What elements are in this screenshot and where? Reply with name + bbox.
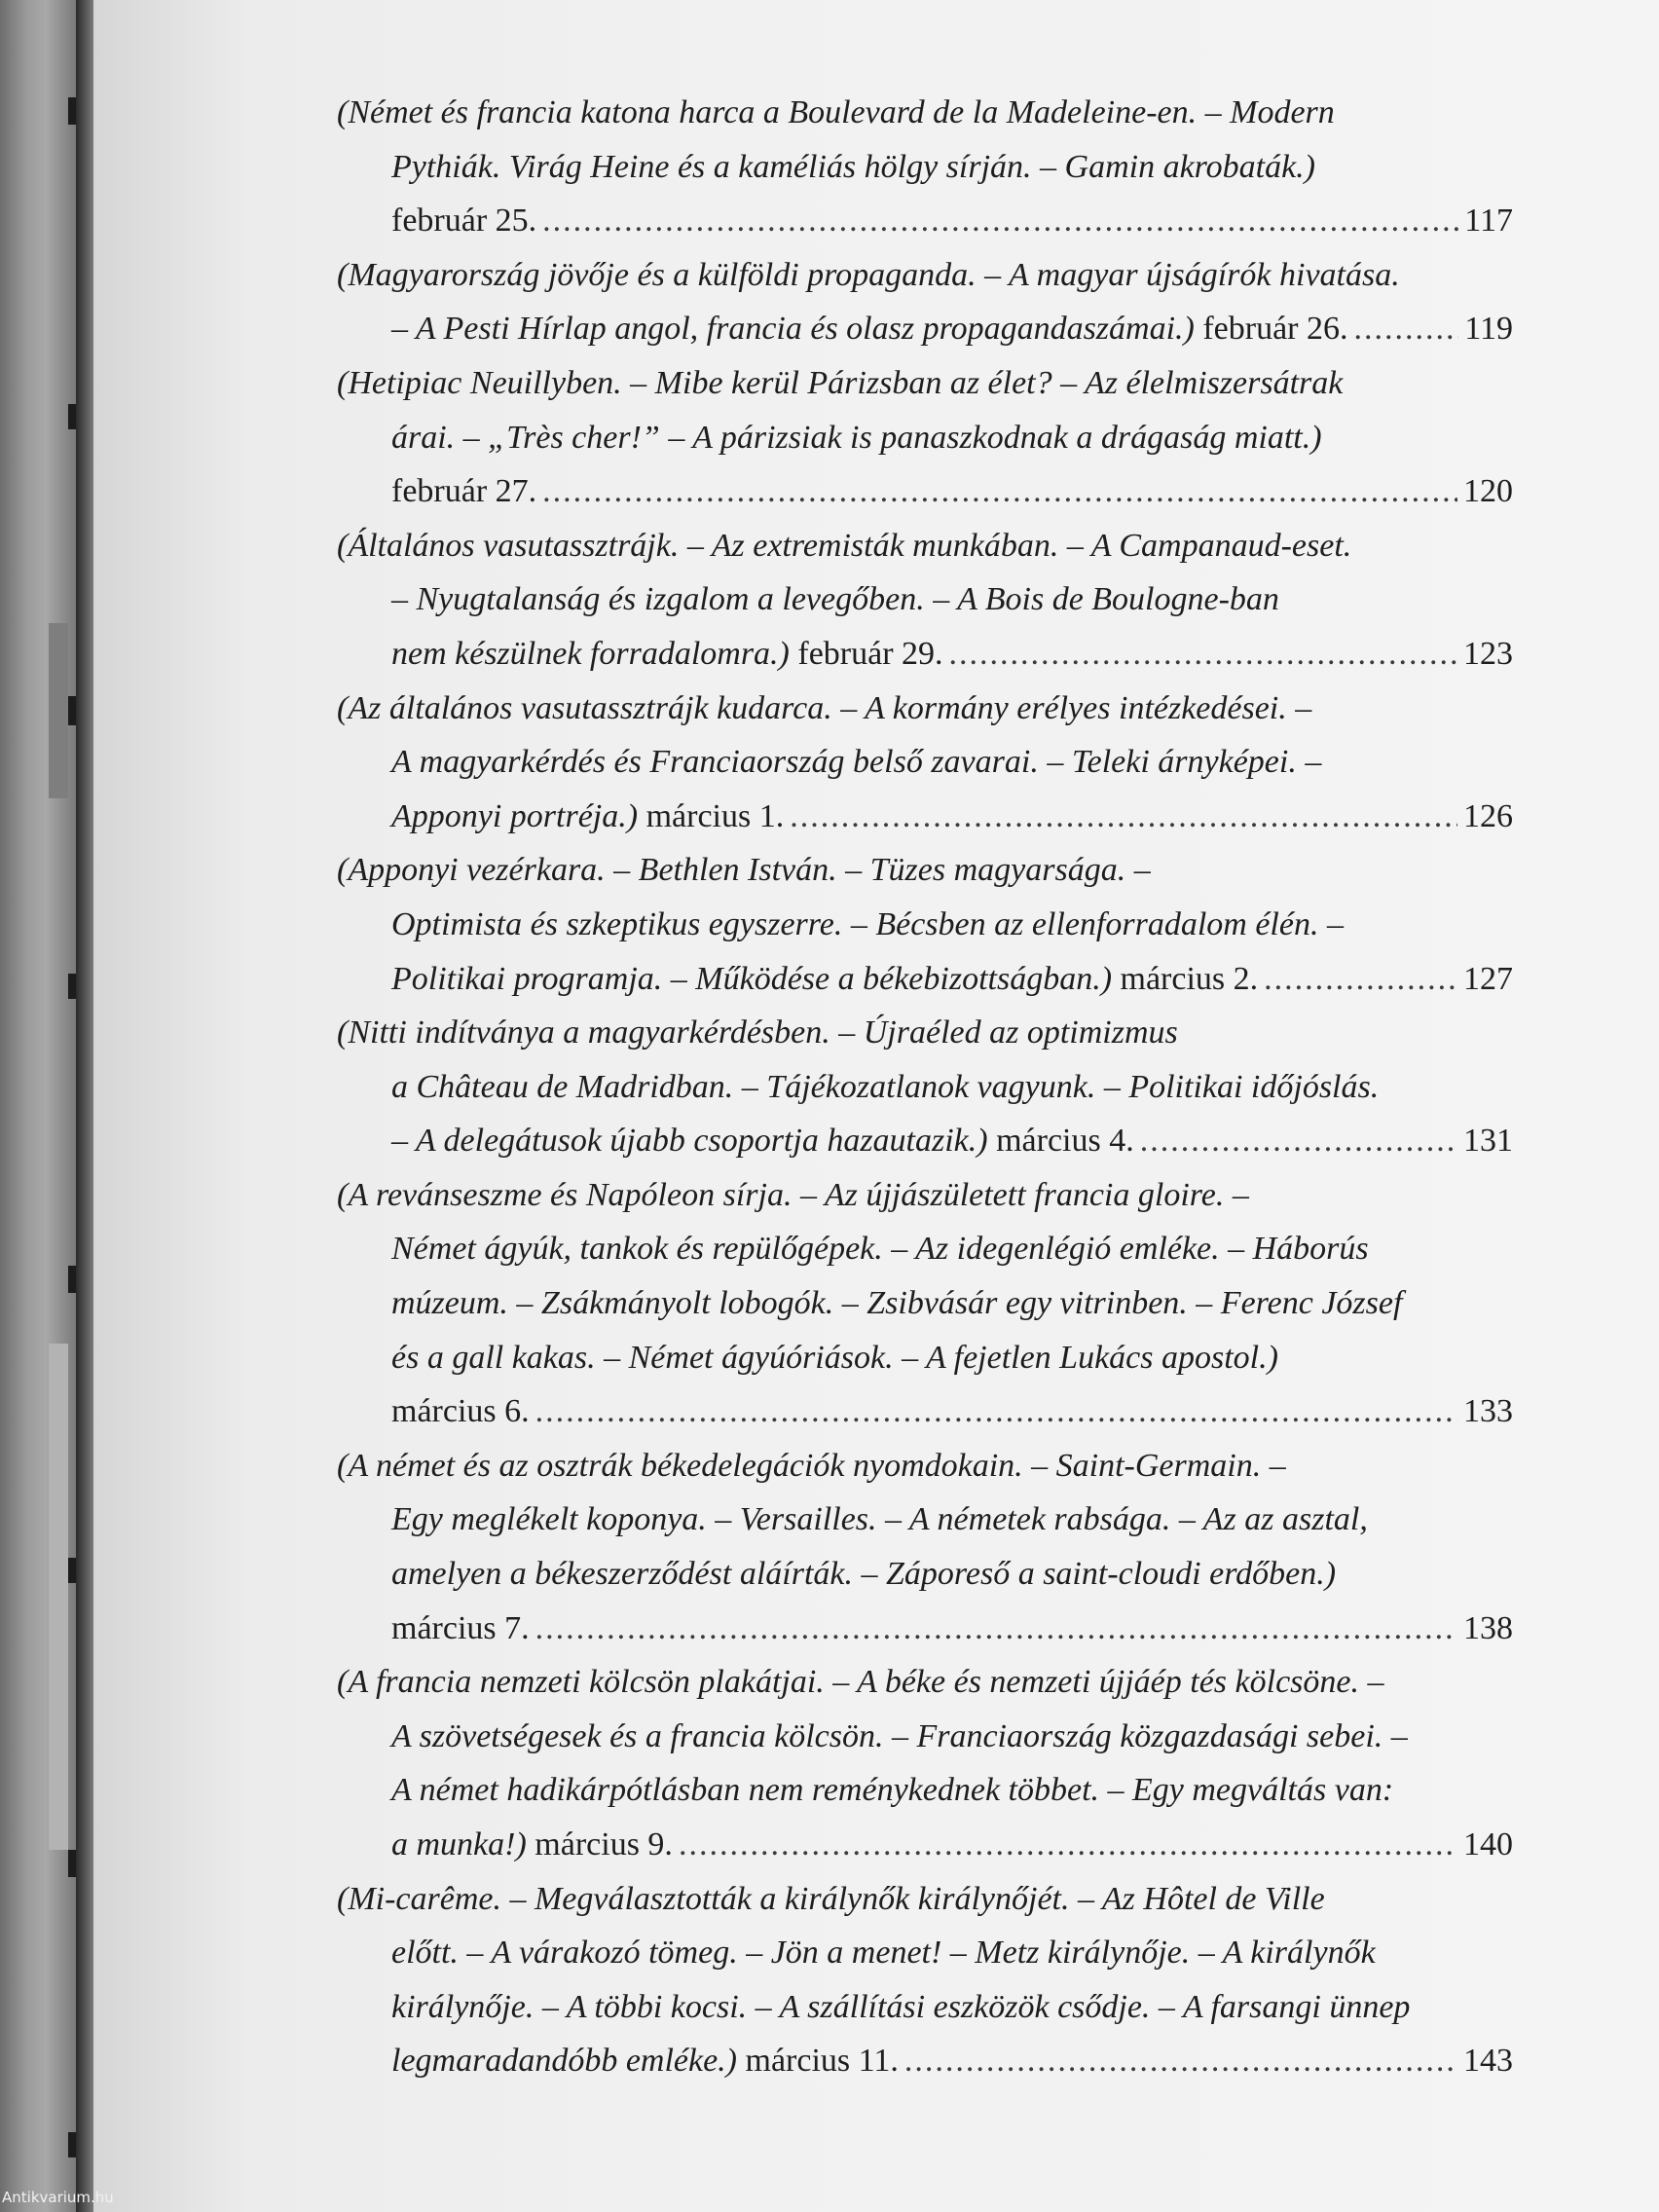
entry-leader-line bbox=[337, 627, 1513, 682]
entry-description-line: előtt. – A várakozó tömeg. – Jön a menet! – Metz királynője. – A királynők bbox=[391, 1935, 1376, 1972]
toc-entry bbox=[337, 248, 1513, 356]
entry-description-line: királynője. – A többi kocsi. – A szállítási eszközök csődje. – A farsangi ünnep bbox=[391, 1988, 1411, 2025]
page-number[interactable]: 119 bbox=[1464, 311, 1513, 348]
entry-date: február 26. bbox=[1202, 311, 1348, 348]
entry-description-line: (Német és francia katona harca a Boulevard de la Madeleine-en. – Modern bbox=[337, 94, 1335, 130]
dot-leader bbox=[542, 464, 1457, 519]
page-number[interactable]: 133 bbox=[1463, 1393, 1513, 1430]
table-of-contents bbox=[337, 86, 1513, 2088]
page-number[interactable]: 120 bbox=[1463, 473, 1513, 510]
entry-description-line: Optimista és szkeptikus egyszerre. – Bécsben az ellenforradalom élén. – bbox=[391, 905, 1344, 942]
entry-description-line: Pythiák. Virág Heine és a kaméliás hölgy sírján. – Gamin akrobaták.) bbox=[391, 148, 1315, 185]
entry-date: március 4. bbox=[996, 1123, 1134, 1160]
toc-entry bbox=[337, 1439, 1513, 1655]
entry-description-line: Egy meglékelt koponya. – Versailles. – A németek rabsága. – Az az asztal, bbox=[391, 1501, 1368, 1538]
dot-leader bbox=[679, 1818, 1457, 1872]
dot-leader bbox=[535, 1602, 1457, 1656]
entry-description-line: amelyen a békeszerződést aláírták. – Záporeső a saint-cloudi erdőben.) bbox=[391, 1556, 1337, 1593]
entry-leader-line bbox=[337, 952, 1513, 1007]
entry-description-line: Német ágyúk, tankok és repülőgépek. – Az idegenlégió emléke. – Háborús bbox=[391, 1231, 1369, 1268]
entry-description-line: A német hadikárpótlásban nem reménykednek többet. – Egy megváltás van: bbox=[391, 1772, 1394, 1809]
entry-description-line: (Az általános vasutassztrájk kudarca. – A kormány erélyes intézkedései. – bbox=[337, 689, 1312, 726]
entry-description-line: (Hetipiac Neuillyben. – Mibe kerül Párizsban az élet? – Az élelmiszersátrak bbox=[337, 364, 1344, 401]
entry-date: március 9. bbox=[535, 1826, 673, 1862]
entry-date: február 27. bbox=[391, 473, 537, 510]
entry-leader-line bbox=[337, 1818, 1513, 1872]
dot-leader bbox=[790, 790, 1457, 844]
dot-leader bbox=[1264, 952, 1457, 1007]
entry-description-line: (A revánseszme és Napóleon sírja. – Az újjászületett francia gloire. – bbox=[337, 1176, 1249, 1213]
toc-entry bbox=[337, 682, 1513, 844]
toc-entry bbox=[337, 356, 1513, 519]
entry-description-line: – Nyugtalanság és izgalom a levegőben. – A Bois de Boulogne-ban bbox=[391, 581, 1279, 618]
page-number[interactable]: 140 bbox=[1463, 1826, 1513, 1862]
entry-description-line: A magyarkérdés és Franciaország belső zavarai. – Teleki árnyképei. – bbox=[391, 744, 1322, 781]
entry-description-line: (Apponyi vezérkara. – Bethlen István. – Tüzes magyarsága. – bbox=[337, 852, 1151, 889]
entry-description-line: a Château de Madridban. – Tájékozatlanok vagyunk. – Politikai időjóslás. bbox=[391, 1068, 1380, 1105]
entry-description-line: Apponyi portréja.) bbox=[391, 797, 639, 834]
toc-entry bbox=[337, 1872, 1513, 2088]
entry-description-line: – A Pesti Hírlap angol, francia és olasz propagandaszámai.) bbox=[391, 311, 1195, 348]
entry-description-line: múzeum. – Zsákmányolt lobogók. – Zsibvásár egy vitrinben. – Ferenc József bbox=[391, 1285, 1403, 1322]
dot-leader bbox=[949, 627, 1457, 682]
entry-leader-line bbox=[337, 790, 1513, 844]
page-number[interactable]: 127 bbox=[1463, 960, 1513, 997]
page-number[interactable]: 123 bbox=[1463, 635, 1513, 672]
entry-date: február 29. bbox=[797, 635, 943, 672]
page-number[interactable]: 143 bbox=[1463, 2043, 1513, 2080]
entry-description-line: (Magyarország jövője és a külföldi propaganda. – A magyar újságírók hivatása. bbox=[337, 256, 1400, 293]
entry-leader-line bbox=[337, 1114, 1513, 1168]
entry-date: március 11. bbox=[745, 2043, 899, 2080]
entry-leader-line bbox=[337, 464, 1513, 519]
entry-description-line: – A delegátusok újabb csoportja hazautazik.) bbox=[391, 1123, 988, 1160]
entry-description-line: nem készülnek forradalomra.) bbox=[391, 635, 790, 672]
entry-description-line: árai. – „Très cher!” – A párizsiak is panaszkodnak a drágaság miatt.) bbox=[391, 419, 1322, 456]
entry-leader-line bbox=[337, 1602, 1513, 1656]
toc-entry bbox=[337, 519, 1513, 682]
entry-date: március 1. bbox=[645, 797, 785, 834]
entry-description-line: a munka!) bbox=[391, 1826, 527, 1862]
entry-date: március 6. bbox=[391, 1393, 530, 1430]
entry-date: március 7. bbox=[391, 1609, 530, 1646]
toc-entry bbox=[337, 843, 1513, 1006]
entry-leader-line bbox=[337, 2034, 1513, 2088]
entry-description-line: (Általános vasutassztrájk. – Az extremisták munkában. – A Campanaud-eset. bbox=[337, 527, 1352, 564]
entry-description-line: A szövetségesek és a francia kölcsön. – Franciaország közgazdasági sebei. – bbox=[391, 1717, 1408, 1754]
entry-description-line: (Mi-carême. – Megválasztották a királynők királynőjét. – Az Hôtel de Ville bbox=[337, 1880, 1325, 1917]
entry-date: március 2. bbox=[1120, 960, 1259, 997]
toc-entry bbox=[337, 86, 1513, 248]
entry-description-line: és a gall kakas. – Német ágyúóriások. – A fejetlen Lukács apostol.) bbox=[391, 1339, 1278, 1376]
page-number[interactable]: 126 bbox=[1463, 797, 1513, 834]
toc-entry bbox=[337, 1168, 1513, 1439]
dot-leader bbox=[542, 194, 1458, 248]
entry-leader-line bbox=[337, 1384, 1513, 1439]
page-number[interactable]: 117 bbox=[1464, 203, 1513, 240]
toc-entry bbox=[337, 1655, 1513, 1871]
dot-leader bbox=[904, 2034, 1457, 2088]
entry-date: február 25. bbox=[391, 203, 537, 240]
entry-leader-line bbox=[337, 194, 1513, 248]
spine-stripe bbox=[49, 1344, 68, 1850]
dot-leader bbox=[535, 1384, 1457, 1439]
dot-leader bbox=[1354, 302, 1459, 356]
page-number[interactable]: 131 bbox=[1463, 1123, 1513, 1160]
entry-leader-line bbox=[337, 302, 1513, 356]
book-spine bbox=[0, 0, 76, 2212]
spine-stripe bbox=[49, 623, 68, 798]
entry-description-line: (Nitti indítványa a magyarkérdésben. – Újraéled az optimizmus bbox=[337, 1014, 1178, 1051]
page-number[interactable]: 138 bbox=[1463, 1609, 1513, 1646]
entry-description-line: (A francia nemzeti kölcsön plakátjai. – A béke és nemzeti újjáép tés kölcsöne. – bbox=[337, 1664, 1384, 1701]
page-gutter-shadow bbox=[76, 0, 93, 2212]
watermark: Antikvarium.hu bbox=[2, 2189, 114, 2206]
entry-description-line: (A német és az osztrák békedelegációk nyomdokain. – Saint-Germain. – bbox=[337, 1447, 1286, 1484]
entry-description-line: legmaradandóbb emléke.) bbox=[391, 2043, 738, 2080]
dot-leader bbox=[1140, 1114, 1457, 1168]
entry-description-line: Politikai programja. – Működése a békebizottságban.) bbox=[391, 960, 1113, 997]
toc-entry bbox=[337, 1006, 1513, 1168]
